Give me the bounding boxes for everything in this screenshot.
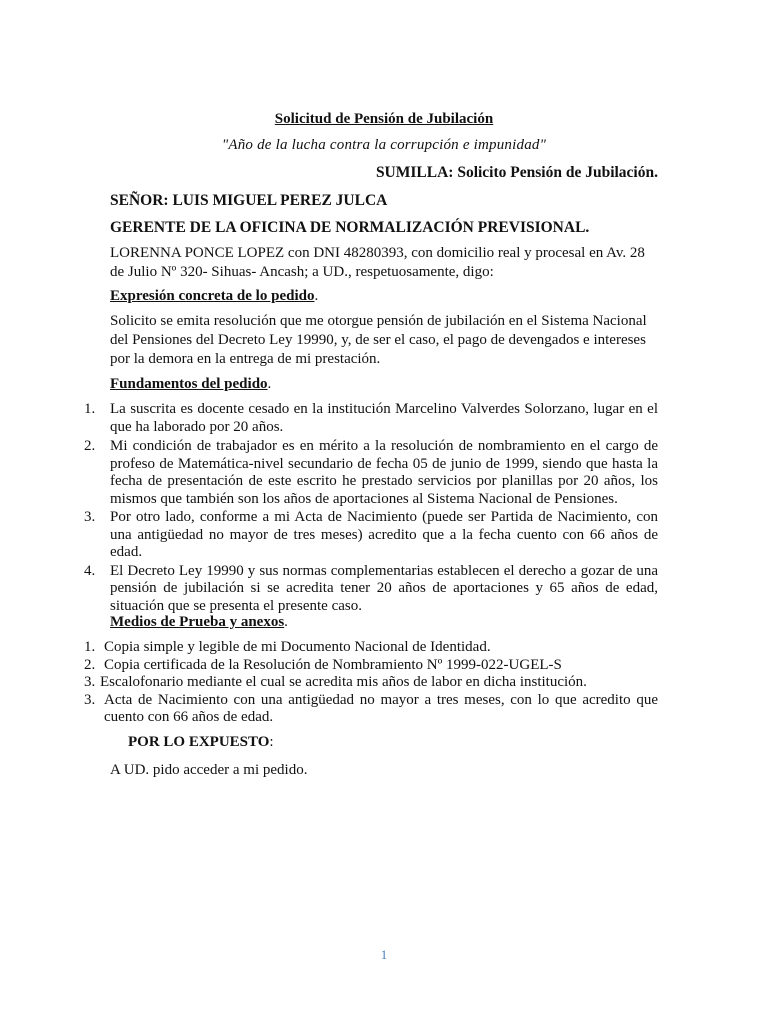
- list-item: [84, 639, 658, 657]
- list-item-text: Mi condición de trabajador es en mérito a la resolución de nombramiento en el cargo de profeso de Matemática-nivel secundario de fecha 05 de junio de 1999, siendo que hasta la fecha de presentación de este escrito he prestado servicios por planillas por 20 años, los mismos que también son los años de aportaciones al Sistema Nacional de Pensiones.: [110, 438, 658, 507]
- closing-heading-text: POR LO EXPUESTO: [128, 734, 270, 750]
- fundamentos-list: [84, 401, 658, 615]
- sumilla: SUMILLA: Solicito Pensión de Jubilación.: [375, 164, 658, 181]
- list-item: [84, 563, 658, 616]
- addressee-position: GERENTE DE LA OFICINA DE NORMALIZACIÓN PREVISIONAL.: [110, 219, 590, 236]
- intro-paragraph: LORENNA PONCE LOPEZ con DNI 48280393, con domicilio real y procesal en Av. 28 de Julio Nº 320- Sihuas- Ancash; a UD., respetuosamente, digo:: [110, 245, 645, 280]
- list-item: [84, 674, 658, 692]
- list-item: [84, 401, 658, 436]
- list-item-number: 3.: [84, 674, 96, 690]
- list-item-text: Acta de Nacimiento con una antigüedad no mayor a tres meses, con lo que acredito que cuento con 66 años de edad.: [104, 691, 658, 725]
- section-heading-fundamentos: Fundamentos del pedido.: [110, 376, 272, 392]
- list-item-number: 1.: [84, 401, 96, 417]
- section-heading-request-text: Expresión concreta de lo pedido: [110, 288, 315, 304]
- list-item-number: 1.: [84, 639, 96, 655]
- section-heading-pruebas: Medios de Prueba y anexos.: [110, 614, 288, 630]
- list-item-number: 3.: [84, 509, 96, 525]
- list-item-text: Por otro lado, conforme a mi Acta de Nacimiento (puede ser Partida de Nacimiento, con una antigüedad no mayor de tres meses) acredito que a la fecha cuento con 66 años de edad.: [110, 509, 658, 560]
- list-item: [84, 509, 658, 562]
- list-item-number: 2.: [84, 438, 96, 454]
- list-item-text: El Decreto Ley 19990 y sus normas complementarias establecen el derecho a gozar de una pensión de jubilación si se acredita tener 20 años de aportaciones y 65 años de edad, situación que se presenta el presente caso.: [110, 562, 658, 614]
- section-heading-request: Expresión concreta de lo pedido.: [110, 288, 319, 304]
- pruebas-list: [84, 639, 658, 727]
- document-title: Solicitud de Pensión de Jubilación: [274, 111, 494, 127]
- list-item-text: Copia certificada de la Resolución de Nombramiento Nº 1999-022-UGEL-S: [104, 656, 562, 673]
- closing-sentence: A UD. pido acceder a mi pedido.: [110, 762, 308, 778]
- list-item-text: La suscrita es docente cesado en la institución Marcelino Valverdes Solorzano, lugar en el que ha laborado por 20 años.: [110, 401, 658, 435]
- list-item: [84, 438, 658, 508]
- closing-heading: POR LO EXPUESTO:: [128, 734, 274, 750]
- year-motto: "Año de la lucha contra la corrupción e impunidad": [221, 137, 547, 153]
- section-heading-fundamentos-text: Fundamentos del pedido: [110, 376, 268, 392]
- request-paragraph: Solicito se emita resolución que me otorgue pensión de jubilación en el Sistema Nacional del Pensiones del Decreto Ley 19990, y, de ser el caso, el pago de devengados e intereses por la demora en la entrega de mi prestación.: [110, 313, 647, 367]
- page-number: 1: [380, 947, 388, 962]
- list-item-text: Copia simple y legible de mi Documento Nacional de Identidad.: [104, 639, 491, 655]
- list-item-number: 4.: [84, 562, 96, 579]
- section-heading-pruebas-text: Medios de Prueba y anexos: [110, 614, 285, 630]
- addressee: SEÑOR: LUIS MIGUEL PEREZ JULCA: [110, 192, 388, 209]
- list-item-text: Escalofonario mediante el cual se acredita mis años de labor en dicha institución.: [100, 674, 587, 690]
- list-item-number: 2.: [84, 656, 96, 673]
- list-item: [84, 657, 658, 675]
- list-item-number: 3.: [84, 691, 96, 708]
- list-item: [84, 692, 658, 727]
